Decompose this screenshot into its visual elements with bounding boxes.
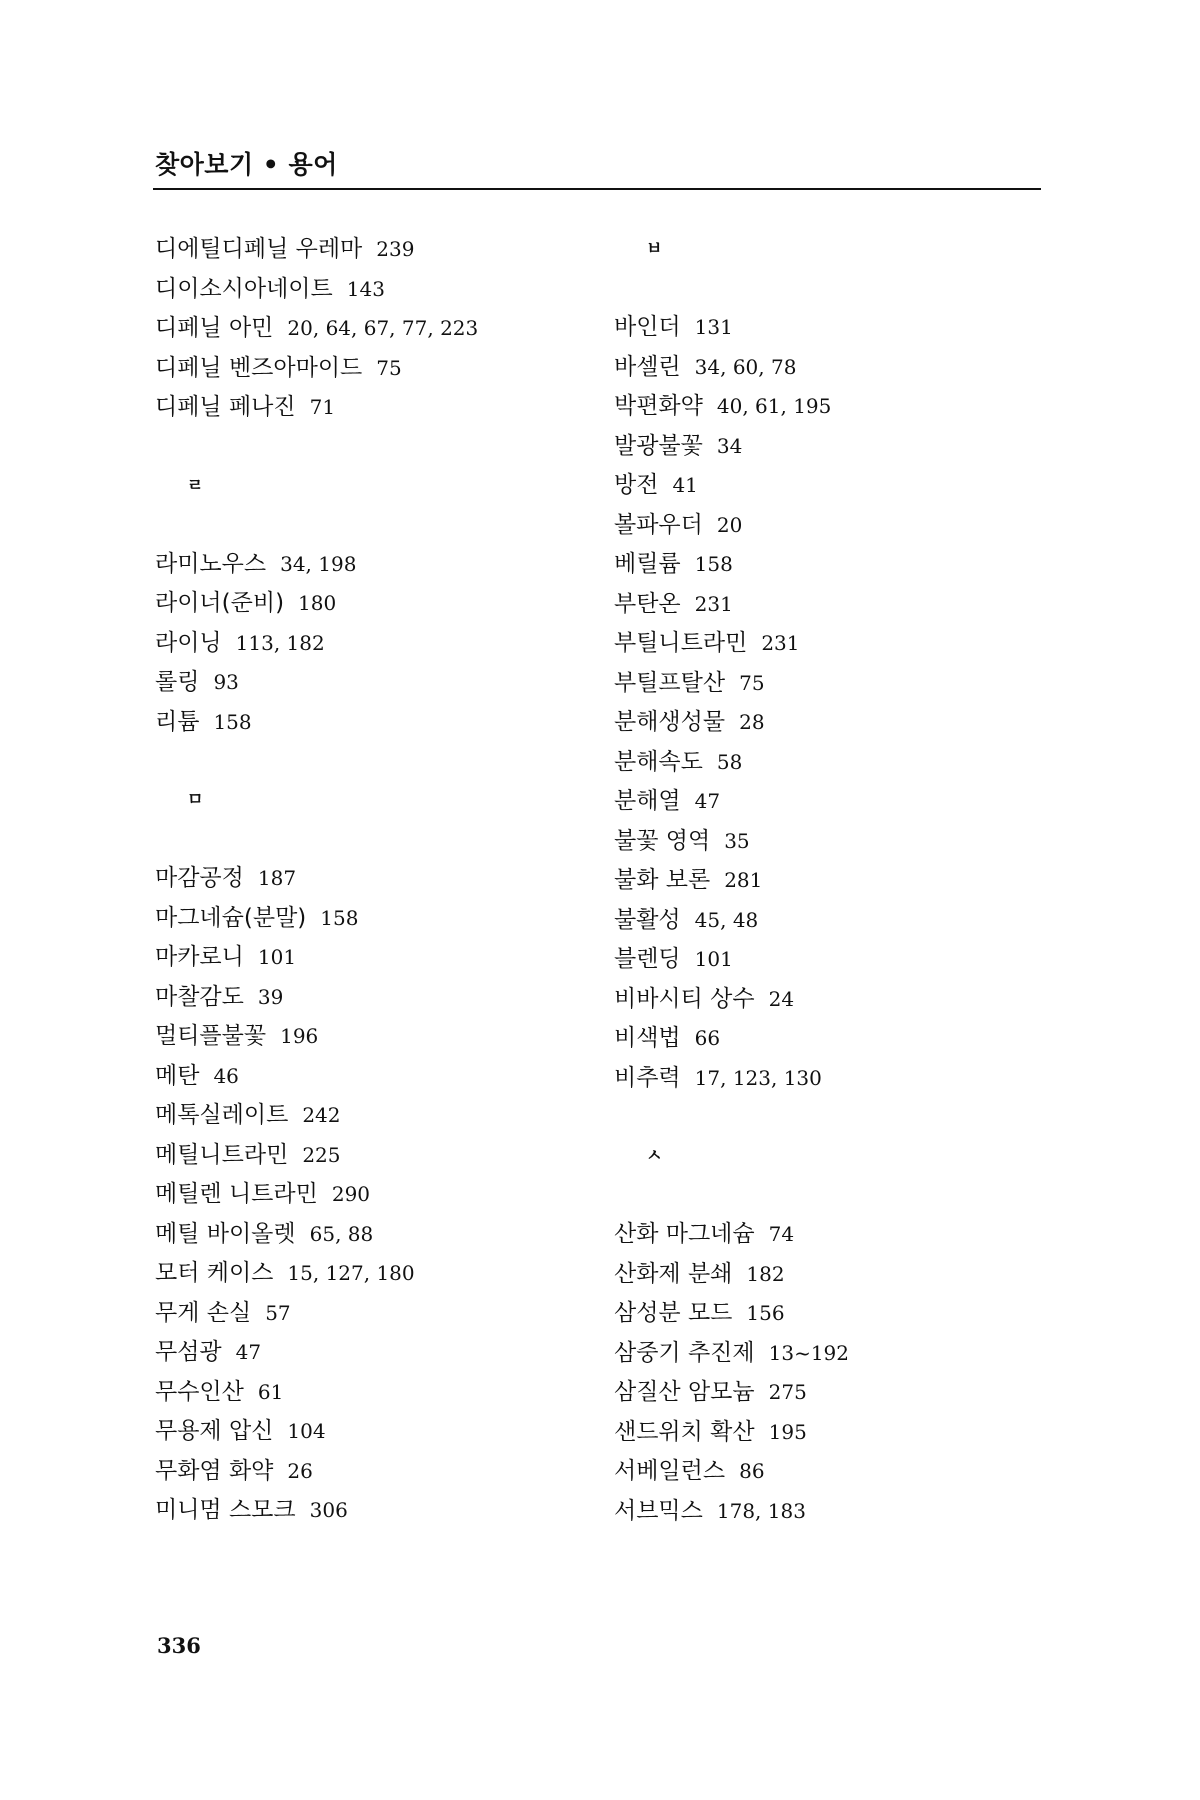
index-term: 바셀린 (614, 353, 681, 380)
index-entry (155, 1017, 575, 1057)
index-page-refs: 45, 48 (694, 907, 759, 932)
index-entry (614, 1492, 1034, 1532)
index-entry (155, 1175, 575, 1215)
index-term: 볼파우더 (614, 511, 703, 538)
index-column-left (155, 230, 575, 1531)
index-page-refs: 61 (257, 1379, 284, 1404)
index-term: 서베일런스 (614, 1458, 726, 1484)
index-term: 베릴륨 (614, 551, 681, 577)
index-term: 마감공정 (155, 865, 244, 891)
index-page-refs: 75 (376, 355, 402, 380)
index-page-refs: 290 (331, 1182, 371, 1206)
index-term: 메탄 (155, 1062, 200, 1089)
index-page-refs: 158 (213, 709, 252, 734)
index-page-refs: 26 (287, 1458, 313, 1483)
index-entry (155, 309, 575, 349)
index-entry (614, 506, 1034, 546)
index-page-refs: 34, 198 (280, 551, 357, 576)
index-entry (614, 703, 1034, 743)
index-entry (155, 1136, 575, 1176)
section-spacer (155, 742, 575, 781)
index-term: 산화제 분쇄 (614, 1260, 733, 1287)
index-entry (155, 349, 575, 389)
index-page-refs: 156 (746, 1301, 785, 1325)
index-page-refs: 196 (280, 1024, 319, 1048)
index-entry (614, 1019, 1034, 1059)
index-term: 삼성분 모드 (614, 1300, 733, 1326)
index-page-refs: 306 (309, 1498, 348, 1522)
index-page-refs: 24 (768, 986, 795, 1011)
index-term: 샌드위치 확산 (614, 1418, 755, 1445)
index-term: 방전 (614, 472, 659, 498)
index-entry (155, 545, 575, 585)
index-entry (614, 782, 1034, 822)
index-entry (155, 1452, 575, 1492)
index-page-refs: 71 (309, 395, 336, 419)
index-term: 메틸 바이올렛 (155, 1220, 296, 1247)
index-page-refs: 158 (320, 905, 359, 930)
index-term: 무게 손실 (155, 1299, 252, 1326)
index-term: 멀티플불꽃 (155, 1023, 267, 1049)
index-term: 라미노우스 (155, 550, 267, 577)
index-term: 마찰감도 (155, 983, 244, 1010)
index-term: 부틸니트라민 (614, 630, 748, 656)
index-page-refs: 182 (746, 1261, 785, 1286)
index-page-refs: 225 (302, 1142, 341, 1167)
index-entry (614, 1373, 1034, 1413)
index-entry (155, 270, 575, 310)
index-page-refs: 34 (716, 433, 743, 458)
index-entry (155, 663, 575, 703)
index-page-refs: 58 (716, 749, 743, 774)
index-term: 분해속도 (614, 748, 703, 775)
index-term: 분해생성물 (614, 709, 726, 735)
index-page-refs: 113, 182 (235, 630, 325, 655)
index-entry (614, 1255, 1034, 1295)
index-term: 불화 보론 (614, 867, 711, 893)
section-spacer (155, 820, 575, 859)
index-page-refs: 86 (739, 1459, 765, 1483)
index-entry (614, 308, 1034, 348)
index-page-refs: 178, 183 (716, 1498, 806, 1523)
index-term: 불활성 (614, 906, 681, 933)
index-page-refs: 66 (694, 1026, 721, 1050)
index-page-refs: 15, 127, 180 (287, 1261, 415, 1285)
index-entry (614, 980, 1034, 1020)
index-section-letter: ㅂ (646, 239, 663, 259)
index-term: 모터 케이스 (155, 1260, 274, 1286)
index-term: 디이소시아네이트 (155, 275, 333, 302)
index-entry (155, 1491, 575, 1531)
index-entry (614, 1294, 1034, 1334)
index-page-refs: 47 (235, 1340, 262, 1364)
index-page-refs: 35 (724, 828, 750, 853)
index-entry (155, 1412, 575, 1452)
header-divider (153, 188, 1041, 190)
index-entry (155, 899, 575, 939)
section-spacer (155, 506, 575, 545)
index-entry (614, 387, 1034, 427)
index-page-refs: 46 (213, 1063, 239, 1088)
index-entry (614, 861, 1034, 901)
index-entry (155, 1057, 575, 1097)
index-term: 블렌딩 (614, 946, 681, 972)
index-page-refs: 275 (768, 1380, 807, 1404)
index-term: 롤링 (155, 669, 200, 695)
index-page-refs: 47 (694, 789, 721, 813)
index-entry (155, 584, 575, 624)
index-entry (614, 1452, 1034, 1492)
index-entry (155, 978, 575, 1018)
index-page-refs: 143 (346, 276, 385, 301)
index-entry (614, 1059, 1034, 1099)
index-entry (614, 822, 1034, 862)
index-term: 무화염 화약 (155, 1457, 274, 1484)
index-term: 불꽃 영역 (614, 827, 711, 854)
index-entry (614, 1413, 1034, 1453)
index-entry (614, 466, 1034, 506)
index-page-refs: 131 (694, 315, 733, 339)
index-page-refs: 281 (724, 868, 763, 892)
index-entry (155, 230, 575, 270)
index-term: 삼질산 암모늄 (614, 1379, 755, 1405)
index-page-refs: 40, 61, 195 (716, 394, 832, 418)
page-number: 336 (157, 1633, 201, 1658)
index-term: 마카로니 (155, 944, 244, 970)
index-page-refs: 75 (739, 670, 765, 695)
index-term: 디페닐 아민 (155, 315, 274, 341)
index-entry (155, 703, 575, 743)
index-page-refs: 39 (257, 984, 284, 1009)
section-spacer (614, 269, 1034, 308)
index-page-refs: 20, 64, 67, 77, 223 (287, 316, 479, 340)
index-page-refs: 231 (694, 591, 733, 616)
index-section-letter: ㅁ (187, 790, 204, 810)
index-term: 비색법 (614, 1025, 681, 1051)
index-page-refs: 239 (376, 237, 415, 261)
index-entry (155, 938, 575, 978)
index-entry (155, 859, 575, 899)
index-page-refs: 187 (257, 866, 297, 890)
index-page-refs: 158 (694, 552, 733, 576)
index-term: 라이닝 (155, 629, 222, 656)
index-term: 디페닐 벤즈아마이드 (155, 354, 363, 381)
index-term: 분해열 (614, 788, 681, 814)
index-entry (155, 388, 575, 428)
index-entry (155, 1096, 575, 1136)
index-page-refs: 41 (672, 473, 698, 497)
index-term: 디에틸디페닐 우레마 (155, 236, 363, 262)
index-entry (614, 664, 1034, 704)
index-entry (155, 1254, 575, 1294)
index-term: 비바시티 상수 (614, 985, 755, 1012)
index-page-refs: 242 (302, 1103, 341, 1127)
section-spacer (614, 1176, 1034, 1215)
index-entry (155, 624, 575, 664)
index-page-refs: 101 (694, 947, 733, 971)
index-page-refs: 195 (768, 1419, 807, 1444)
index-term: 비추력 (614, 1064, 681, 1091)
index-entry (614, 545, 1034, 585)
index-page-refs: 180 (298, 591, 337, 615)
index-entry (614, 901, 1034, 941)
index-entry (614, 585, 1034, 625)
index-term: 바인더 (614, 314, 681, 340)
index-page-refs: 17, 123, 130 (694, 1065, 822, 1090)
index-entry (155, 1333, 575, 1373)
index-page-refs: 20 (716, 512, 743, 537)
index-entry (614, 940, 1034, 980)
index-page-refs: 65, 88 (309, 1221, 374, 1246)
index-entry (614, 427, 1034, 467)
index-page-refs: 93 (213, 670, 239, 694)
index-page-refs: 101 (257, 945, 297, 969)
index-page-refs: 57 (265, 1300, 291, 1325)
index-entry (614, 624, 1034, 664)
index-entry (614, 743, 1034, 783)
index-page-refs: 13~192 (768, 1340, 850, 1365)
index-page-refs: 34, 60, 78 (694, 354, 797, 379)
index-term: 무용제 압신 (155, 1418, 274, 1444)
index-term: 삼중기 추진제 (614, 1339, 755, 1366)
index-page-refs: 231 (761, 631, 800, 655)
index-term: 메틸니트라민 (155, 1141, 289, 1168)
index-entry (614, 1334, 1034, 1374)
index-term: 부틸프탈산 (614, 669, 726, 696)
index-term: 발광불꽃 (614, 432, 703, 459)
index-term: 산화 마그네슘 (614, 1221, 755, 1247)
index-entry (614, 1215, 1034, 1255)
index-term: 메톡실레이트 (155, 1102, 289, 1128)
index-entry (155, 1373, 575, 1413)
index-term: 미니멈 스모크 (155, 1497, 296, 1523)
index-column-right (614, 230, 1034, 1531)
index-entry (155, 1215, 575, 1255)
index-term: 부탄온 (614, 590, 681, 617)
index-term: 메틸렌 니트라민 (155, 1181, 318, 1207)
index-term: 디페닐 페나진 (155, 394, 296, 420)
section-spacer (614, 1098, 1034, 1137)
index-term: 무수인산 (155, 1378, 244, 1405)
index-section-letter: ㄹ (187, 475, 204, 496)
index-term: 무섬광 (155, 1339, 222, 1365)
page-title: 찾아보기 • 용어 (155, 150, 338, 179)
index-term: 마그네슘(분말) (155, 904, 307, 931)
index-section-letter: ㅅ (646, 1146, 663, 1166)
index-page-refs: 28 (739, 710, 765, 734)
index-entry (614, 348, 1034, 388)
index-term: 라이너(준비) (155, 590, 285, 616)
section-spacer (155, 428, 575, 467)
index-term: 리튬 (155, 708, 200, 735)
index-entry (155, 1294, 575, 1334)
index-term: 박편화약 (614, 393, 703, 419)
index-page-refs: 104 (287, 1419, 326, 1443)
index-page-refs: 74 (768, 1222, 795, 1246)
index-term: 서브믹스 (614, 1497, 703, 1524)
